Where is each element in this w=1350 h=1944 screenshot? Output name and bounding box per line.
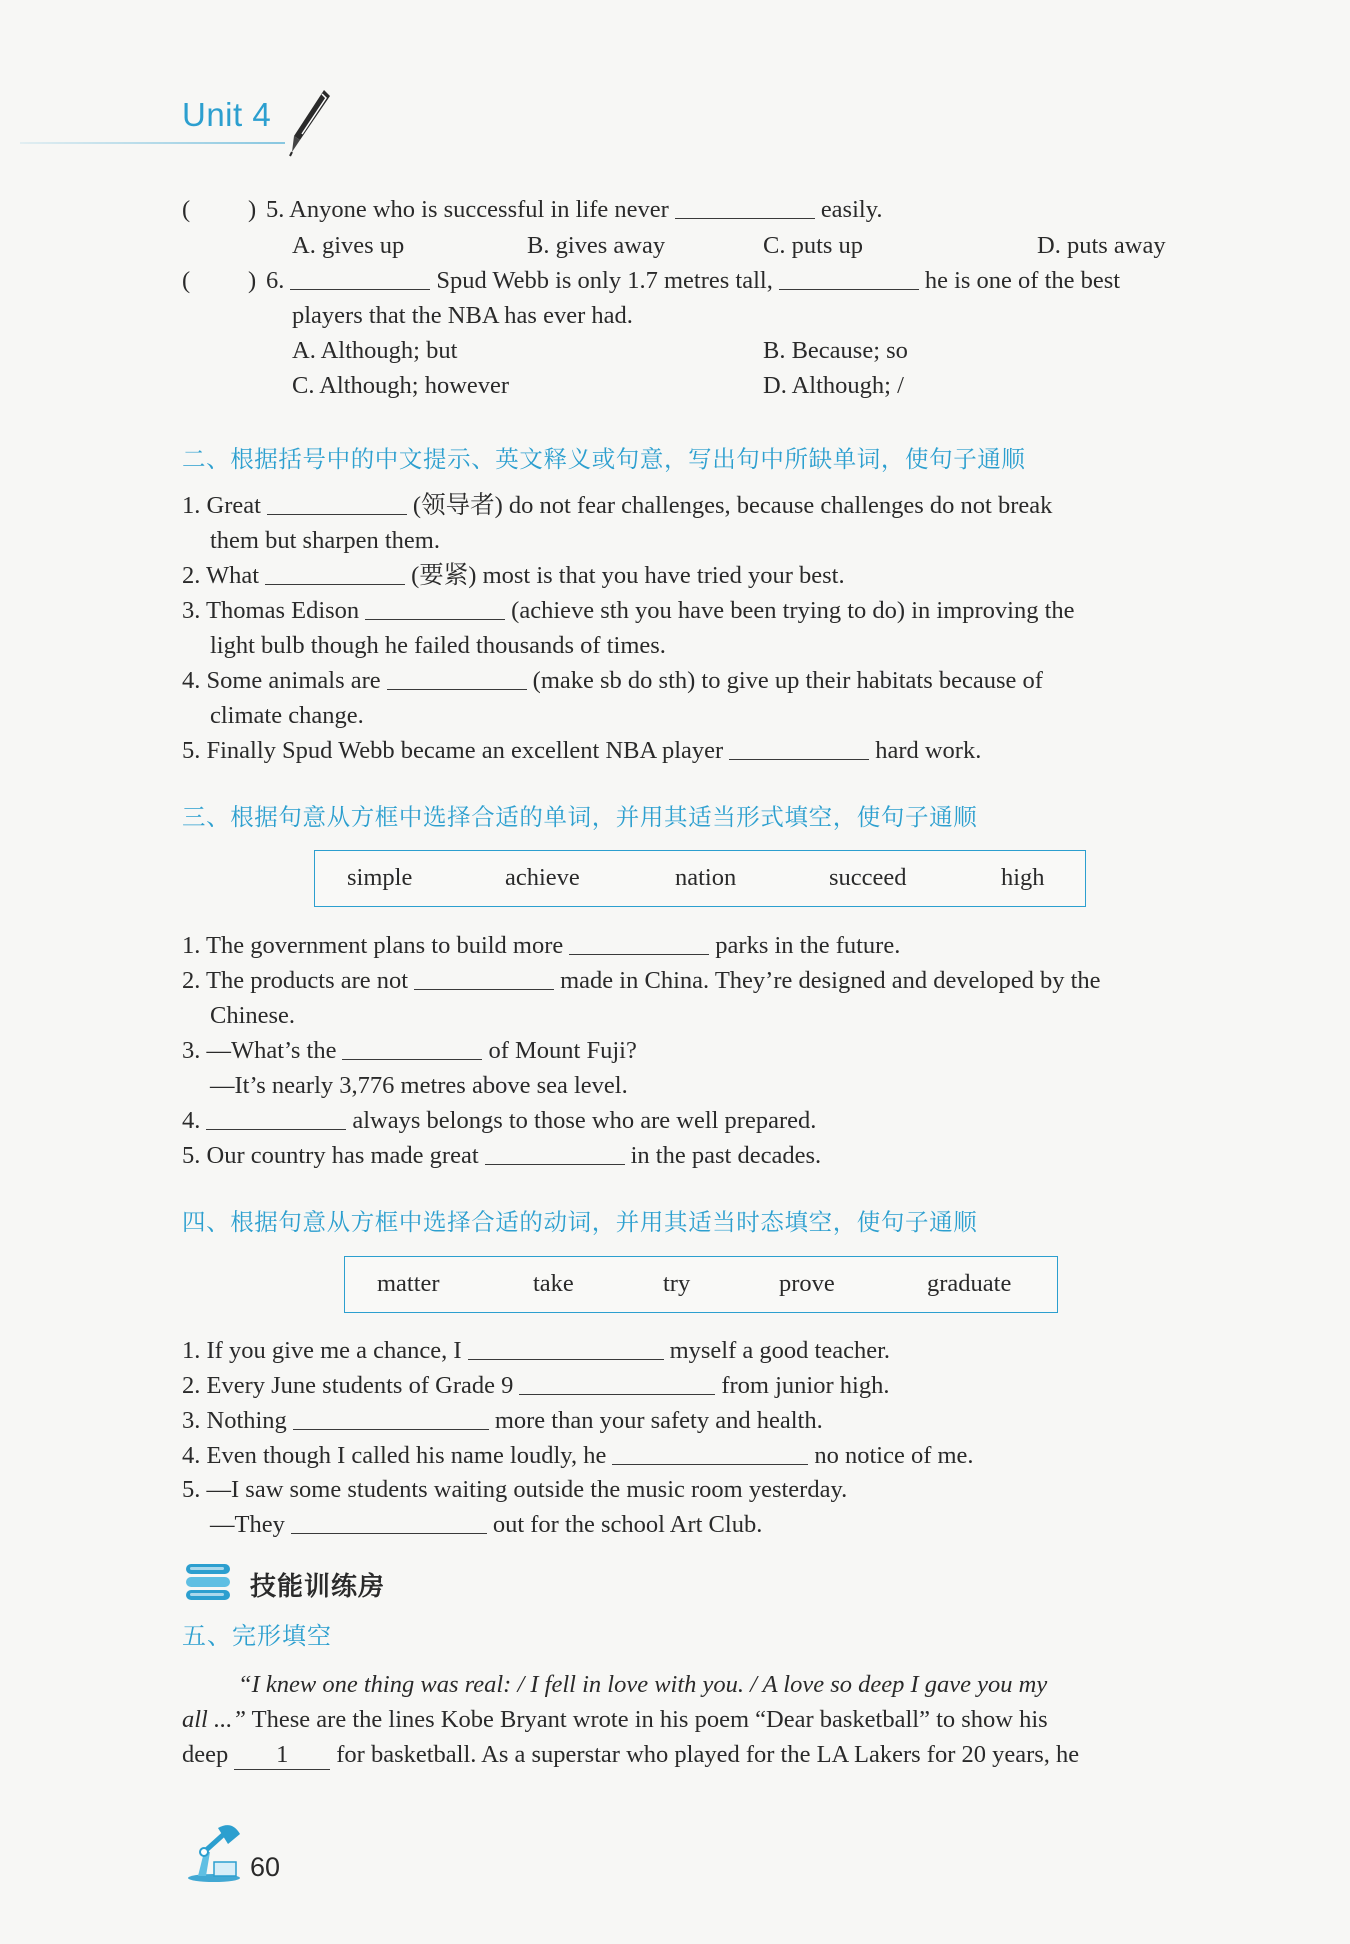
- answer-blank[interactable]: [342, 1037, 482, 1060]
- p4-q5: 5. —I saw some students waiting outside the music room yesterday.: [182, 1476, 848, 1503]
- answer-blank[interactable]: [485, 1142, 625, 1165]
- answer-blank[interactable]: [267, 492, 407, 515]
- answer-blank[interactable]: [468, 1337, 664, 1360]
- header-rule: [20, 142, 285, 144]
- question-paren-close: ): [248, 196, 257, 223]
- p3-q2: 2. The products are not made in China. They’re designed and developed by the: [182, 967, 1101, 994]
- answer-blank[interactable]: [293, 1407, 489, 1430]
- answer-blank[interactable]: [675, 196, 815, 219]
- cloze-blank-1[interactable]: 1: [234, 1741, 330, 1770]
- p2-q4: 4. Some animals are (make sb do sth) to give up their habitats because of: [182, 667, 1043, 694]
- word-box-4: [344, 1256, 1058, 1313]
- option-a: A. gives up: [292, 232, 405, 259]
- word-option: high: [1001, 864, 1045, 891]
- p3-q4: 4. always belongs to those who are well prepared.: [182, 1107, 817, 1134]
- option-c: C. Although; however: [292, 372, 510, 399]
- cloze-quote: “I knew one thing was real: / I fell in love with you. / A love so deep I gave you my: [238, 1671, 1048, 1698]
- word-option: prove: [779, 1270, 835, 1297]
- pen-icon: [286, 88, 332, 158]
- answer-blank[interactable]: [569, 932, 709, 955]
- answer-blank[interactable]: [265, 562, 405, 585]
- cloze-line2: all ...” These are the lines Kobe Bryant wrote in his poem “Dear basketball” to show his: [182, 1706, 1048, 1733]
- question-5-stem: 5. Anyone who is successful in life never easily.: [266, 196, 883, 223]
- option-c: C. puts up: [763, 232, 864, 259]
- word-option: simple: [347, 864, 413, 891]
- p3-q3-reply: —It’s nearly 3,776 metres above sea level.: [210, 1072, 628, 1099]
- word-option: nation: [675, 864, 737, 891]
- p4-q5-reply: —They out for the school Art Club.: [210, 1511, 763, 1538]
- skills-section-title: 技能训练房: [250, 1572, 386, 1602]
- word-option: graduate: [927, 1270, 1012, 1297]
- option-d: D. puts away: [1037, 232, 1166, 259]
- option-a: A. Although; but: [292, 337, 458, 364]
- answer-blank[interactable]: [612, 1442, 808, 1465]
- skill-book-icon: [184, 1562, 234, 1602]
- p3-q3: 3. —What’s the of Mount Fuji?: [182, 1037, 637, 1064]
- section-3-title: 三、根据句意从方框中选择合适的单词，并用其适当形式填空，使句子通顺: [182, 803, 978, 831]
- answer-blank[interactable]: [729, 737, 869, 760]
- p4-q1: 1. If you give me a chance, I myself a good teacher.: [182, 1337, 891, 1364]
- question-paren-close: ): [248, 267, 257, 294]
- cloze-line3: deep 1 for basketball. As a superstar who played for the LA Lakers for 20 years, he: [182, 1741, 1080, 1768]
- answer-blank[interactable]: [291, 1511, 487, 1534]
- p3-q1: 1. The government plans to build more parks in the future.: [182, 932, 901, 959]
- answer-blank[interactable]: [387, 667, 527, 690]
- answer-blank[interactable]: [414, 967, 554, 990]
- p3-q5: 5. Our country has made great in the past decades.: [182, 1142, 822, 1169]
- word-option: try: [663, 1270, 691, 1297]
- p2-q3: 3. Thomas Edison (achieve sth you have been trying to do) in improving the: [182, 597, 1075, 624]
- word-option: matter: [377, 1270, 440, 1297]
- p2-q3-cont: light bulb though he failed thousands of times.: [210, 632, 666, 659]
- p2-q4-cont: climate change.: [210, 702, 364, 729]
- p2-q1: 1. Great (领导者) do not fear challenges, because challenges do not break: [182, 492, 1053, 519]
- question-paren: (: [182, 267, 191, 294]
- section-5-title: 五、完形填空: [182, 1622, 332, 1650]
- p2-q1-cont: them but sharpen them.: [210, 527, 440, 554]
- word-option: achieve: [505, 864, 580, 891]
- section-4-title: 四、根据句意从方框中选择合适的动词，并用其适当时态填空，使句子通顺: [182, 1208, 978, 1236]
- desk-lamp-icon: [184, 1822, 244, 1884]
- p2-q5: 5. Finally Spud Webb became an excellent NBA player hard work.: [182, 737, 982, 764]
- word-option: take: [533, 1270, 574, 1297]
- answer-blank[interactable]: [519, 1372, 715, 1395]
- answer-blank[interactable]: [290, 267, 430, 290]
- question-6-line2: players that the NBA has ever had.: [292, 302, 633, 329]
- answer-blank[interactable]: [206, 1107, 346, 1130]
- section-2-title: 二、根据括号中的中文提示、英文释义或句意，写出句中所缺单词，使句子通顺: [182, 445, 1026, 473]
- question-6-stem: 6. Spud Webb is only 1.7 metres tall, he is one of the best: [266, 267, 1121, 294]
- unit-title: Unit 4: [182, 96, 272, 133]
- question-paren: (: [182, 196, 191, 223]
- answer-blank[interactable]: [365, 597, 505, 620]
- page-number: 60: [250, 1852, 281, 1882]
- p3-q2-cont: Chinese.: [210, 1002, 296, 1029]
- p4-q3: 3. Nothing more than your safety and health.: [182, 1407, 823, 1434]
- option-d: D. Although; /: [763, 372, 904, 399]
- option-b: B. gives away: [527, 232, 666, 259]
- answer-blank[interactable]: [779, 267, 919, 290]
- option-b: B. Because; so: [763, 337, 908, 364]
- p2-q2: 2. What (要紧) most is that you have tried your best.: [182, 562, 845, 589]
- p4-q2: 2. Every June students of Grade 9 from junior high.: [182, 1372, 890, 1399]
- word-option: succeed: [829, 864, 907, 891]
- word-box-3: [314, 850, 1086, 907]
- p4-q4: 4. Even though I called his name loudly, he no notice of me.: [182, 1442, 974, 1469]
